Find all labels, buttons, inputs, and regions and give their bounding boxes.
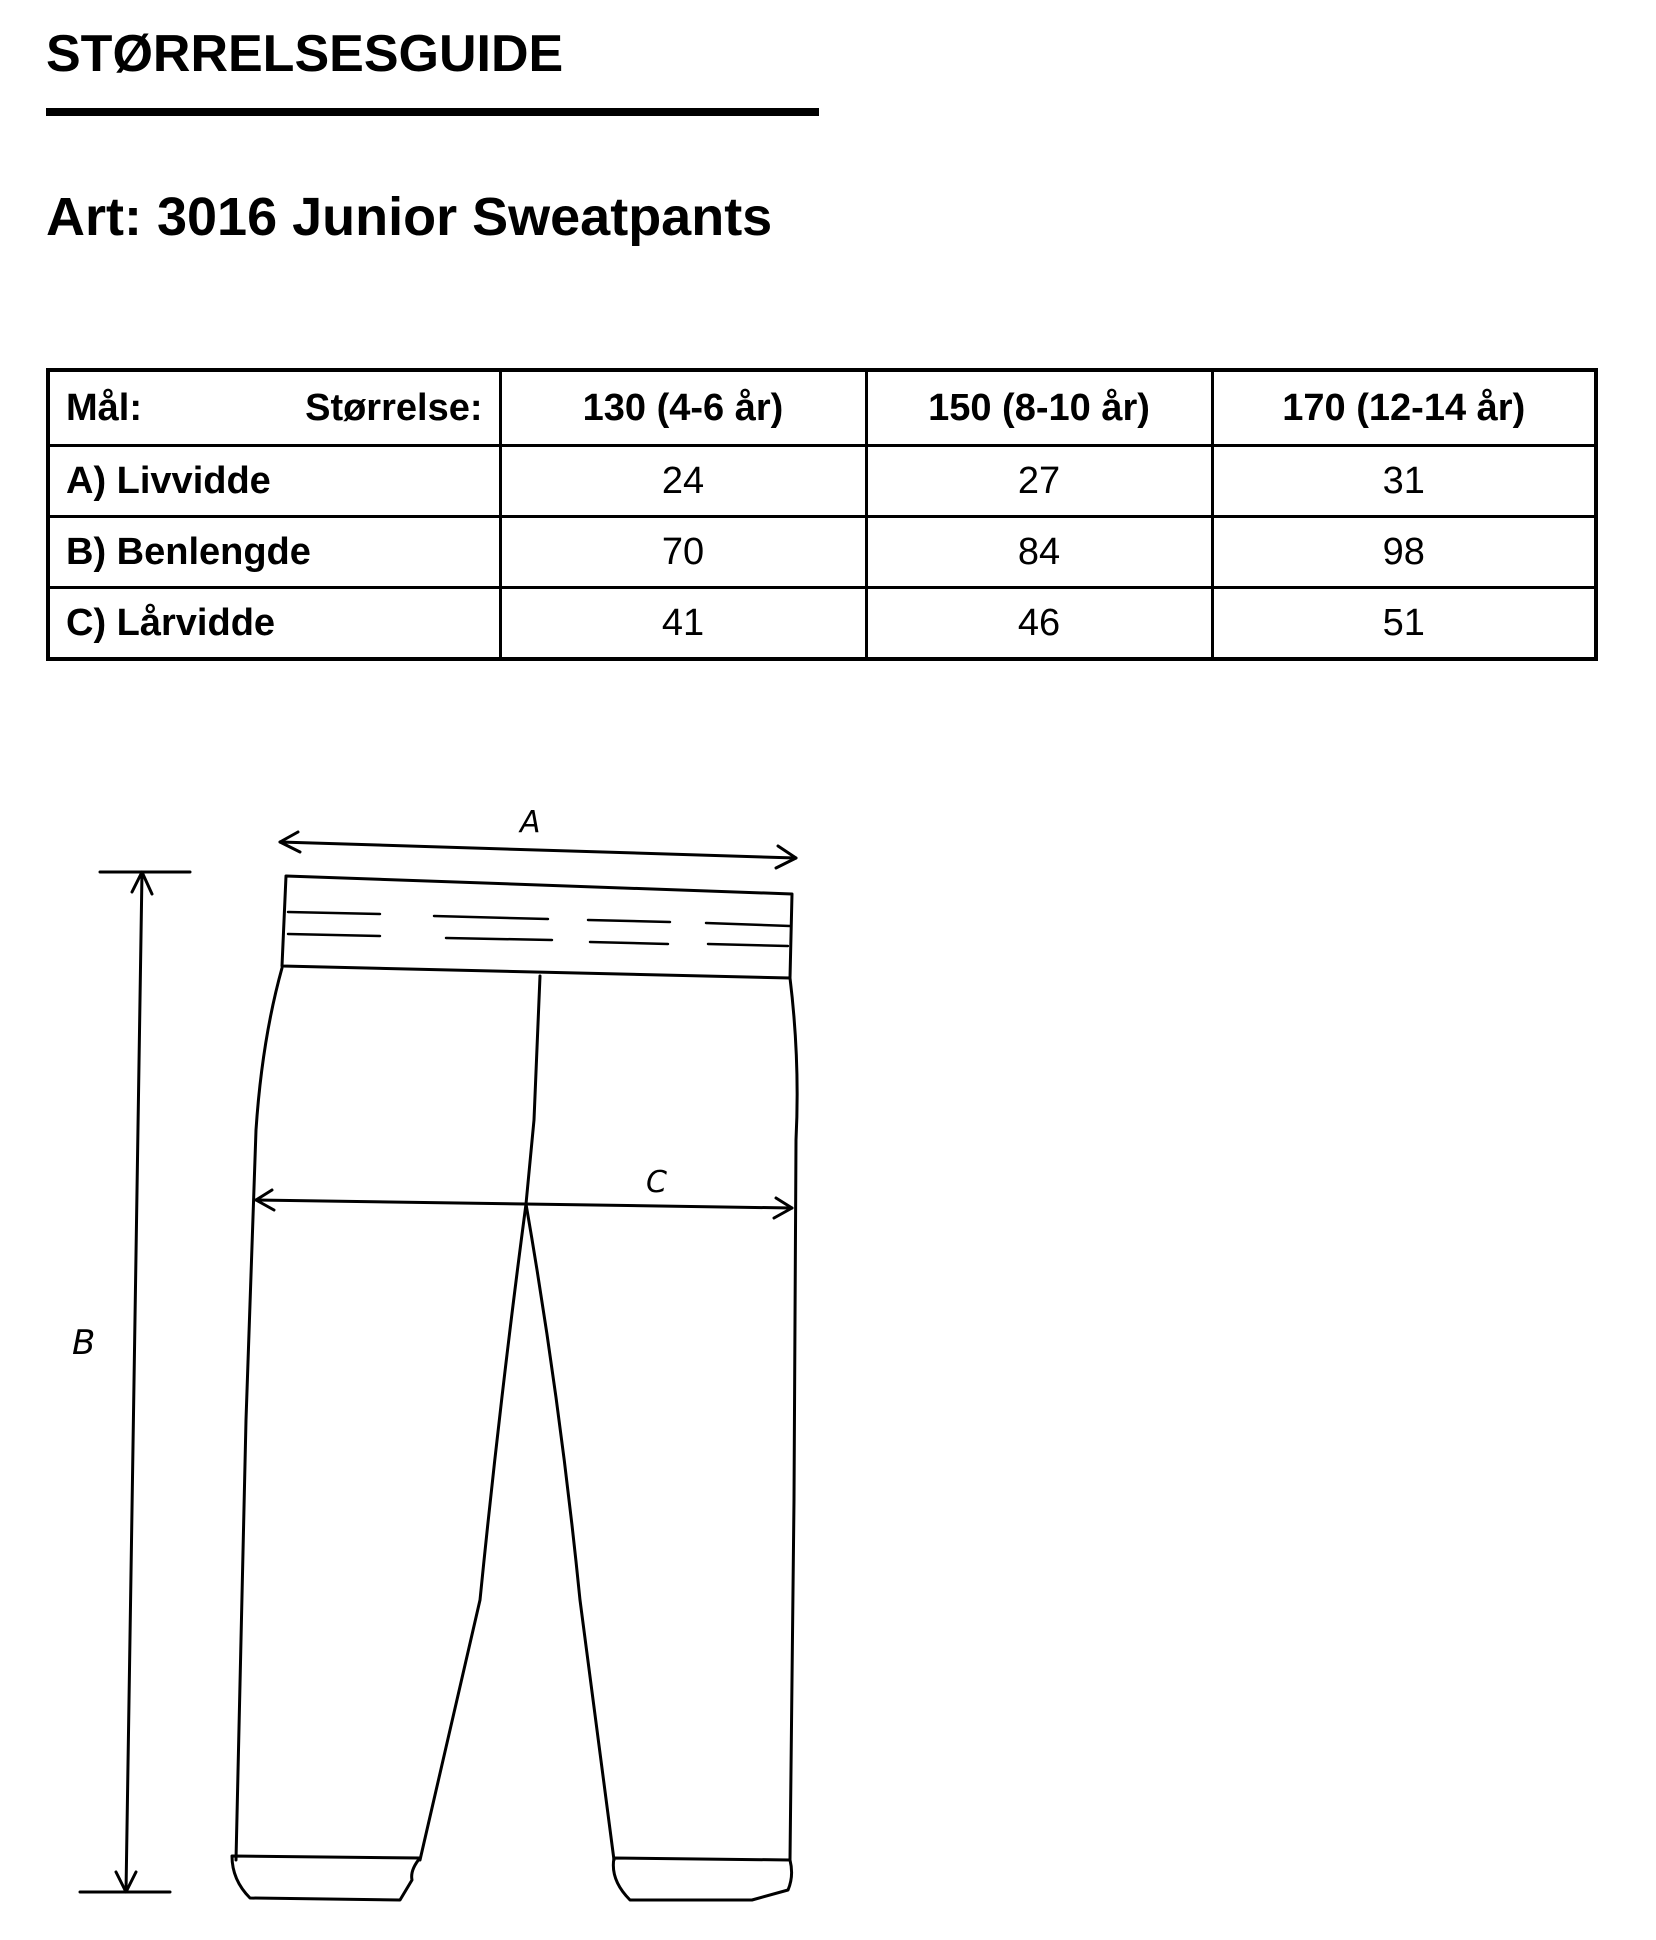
table-cell: 41 [500, 588, 866, 660]
label-b: B [72, 1323, 96, 1363]
table-row [48, 446, 1596, 517]
size-table [46, 368, 1598, 661]
table-header-row [48, 370, 1596, 446]
table-row [48, 517, 1596, 588]
table-cell: 84 [866, 517, 1212, 588]
measure-header: Mål: [66, 386, 142, 429]
table-row [48, 588, 1596, 660]
sweatpants-sketch [0, 760, 900, 1940]
product-title: Art: 3016 Junior Sweatpants [46, 187, 773, 247]
corner-header-cell [48, 370, 500, 446]
table-cell: 70 [500, 517, 866, 588]
size-column-header: 130 (4-6 år) [500, 370, 866, 446]
length-dimension-arrow [80, 872, 190, 1892]
pants-outline [232, 968, 797, 1900]
row-label: A) Livvidde [48, 446, 500, 517]
label-c: C [646, 1165, 667, 1200]
size-column-header: 170 (12-14 år) [1212, 370, 1596, 446]
label-a: A [520, 805, 541, 840]
size-header: Størrelse: [305, 386, 483, 429]
page-title: STØRRELSESGUIDE [46, 25, 564, 83]
table-cell: 27 [866, 446, 1212, 517]
row-label: C) Lårvidde [48, 588, 500, 660]
size-column-header: 150 (8-10 år) [866, 370, 1212, 446]
table-cell: 46 [866, 588, 1212, 660]
table-cell: 51 [1212, 588, 1596, 660]
table-cell: 98 [1212, 517, 1596, 588]
title-underline [46, 108, 819, 116]
table-cell: 24 [500, 446, 866, 517]
table-cell: 31 [1212, 446, 1596, 517]
waistband-outline [282, 876, 792, 978]
row-label: B) Benlengde [48, 517, 500, 588]
